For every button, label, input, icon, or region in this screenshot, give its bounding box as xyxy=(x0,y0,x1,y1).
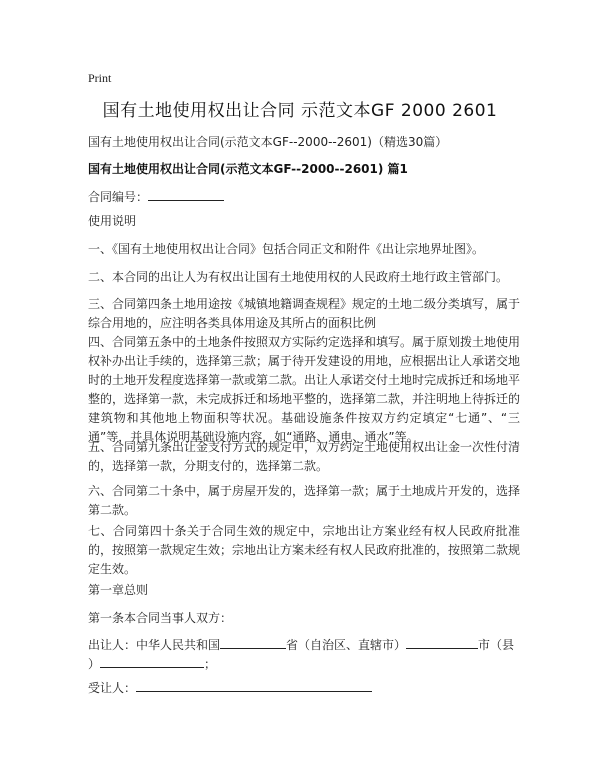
grantor-line xyxy=(88,636,520,674)
document-subtitle: 国有土地使用权出让合同(示范文本GF--2000--2601)（精选30篇） xyxy=(88,135,448,149)
grantee-line xyxy=(88,679,520,698)
instruction-item-5: 五、合同第九条出让金支付方式的规定中，双方约定土地使用权出让金一次性付清的，选择第一款，分期支付的，选择第二款。 xyxy=(88,440,521,473)
instruction-item-1: 一、《国有土地使用权出让合同》包括合同正文和附件《出让宗地界址图》。 xyxy=(88,242,485,256)
print-link[interactable]: Print xyxy=(88,71,112,85)
grantor-province-label: 省（自治区、直辖市） xyxy=(286,638,407,652)
section-title: 国有土地使用权出让合同(示范文本GF--2000--2601) 篇1 xyxy=(88,162,408,176)
grantor-city-label: 市（县 xyxy=(478,638,515,652)
grantor-semicolon: ； xyxy=(204,657,217,671)
instruction-item-6: 六、合同第二十条中，属于房屋开发的，选择第一款；属于土地成片开发的，选择第二款。 xyxy=(88,484,521,517)
grantor-city-blank xyxy=(406,636,478,649)
instruction-item-2: 二、本合同的出让人为有权出让国有土地使用权的人民政府土地行政主管部门。 xyxy=(88,270,509,284)
instruction-item-4: 四、合同第五条中的土地条件按照双方实际约定选择和填写。属于原划拨土地使用权补办出让手续的，选择第三款；属于待开发建设的用地，应根据出让人承诺交地时的土地开发程度选择第一款或第二款。出让人承诺交付土地时完成拆迁和场地平整的，选择第一款，未完成拆迁和场地平整的，选择第二款，并注明地上待拆迁的建筑物和其他地上物面积等状况。基础设施条件按双方约定填定“七通”、“三通”等，并具体说明基础设施内容，如“通路、通电、通水”等。 xyxy=(88,335,521,444)
grantor-close-paren: ） xyxy=(88,657,101,671)
instructions-heading: 使用说明 xyxy=(88,214,137,228)
grantor-county-blank xyxy=(100,655,204,668)
instruction-item-3: 三、合同第四条土地用途按《城镇地籍调查规程》规定的土地二级分类填写，属于综合用地的，应注明各类具体用途及其所占的面积比例 xyxy=(88,297,521,330)
contract-number-line xyxy=(88,188,520,207)
grantee-blank xyxy=(136,679,372,692)
grantor-label: 出让人：中华人民共和国 xyxy=(88,638,221,652)
chapter-heading: 第一章总则 xyxy=(88,583,149,597)
grantee-label: 受让人： xyxy=(88,681,137,695)
contract-number-blank xyxy=(148,188,224,201)
page-title: 国有土地使用权出让合同 示范文本GF 2000 2601 xyxy=(102,101,498,121)
grantor-province-blank xyxy=(220,636,286,649)
contract-number-label: 合同编号： xyxy=(88,190,149,204)
instruction-item-7: 七、合同第四十条关于合同生效的规定中，宗地出让方案业经有权人民政府批准的，按照第一款规定生效；宗地出让方案未经有权人民政府批准的，按照第二款规定生效。 xyxy=(88,524,521,576)
article-1: 第一条本合同当事人双方： xyxy=(88,611,233,625)
